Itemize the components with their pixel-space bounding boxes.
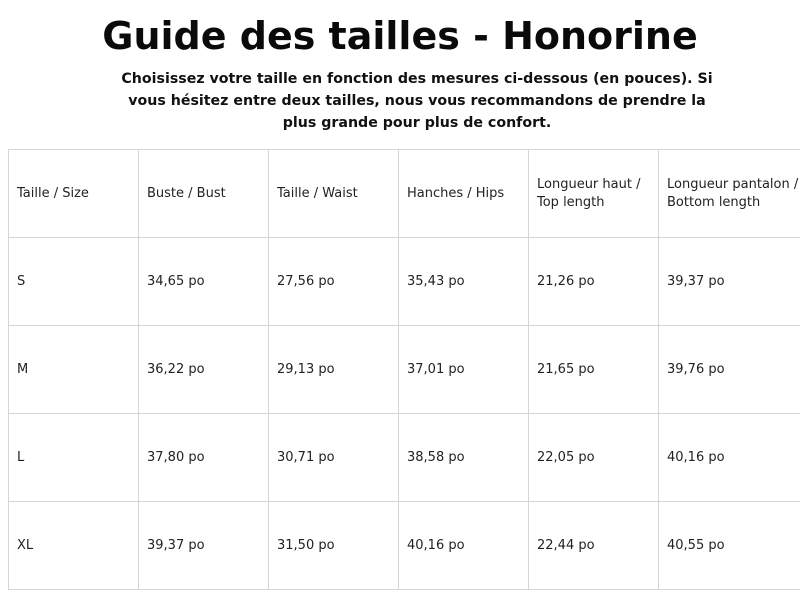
table-row xyxy=(9,326,800,414)
cell-hips: 40,16 po xyxy=(399,502,529,590)
table-header-row xyxy=(9,150,800,238)
cell-size: XL xyxy=(9,502,139,590)
cell-top-length: 22,05 po xyxy=(529,414,659,502)
cell-hips: 38,58 po xyxy=(399,414,529,502)
cell-bottom-length: 39,76 po xyxy=(659,326,800,414)
header-cell-top-length: Longueur haut / Top length xyxy=(529,150,659,238)
size-table xyxy=(8,149,800,590)
cell-waist: 29,13 po xyxy=(269,326,399,414)
cell-bust: 39,37 po xyxy=(139,502,269,590)
page-title: Guide des tailles - Honorine xyxy=(102,14,698,58)
cell-waist: 27,56 po xyxy=(269,238,399,326)
cell-waist: 30,71 po xyxy=(269,414,399,502)
cell-hips: 35,43 po xyxy=(399,238,529,326)
cell-top-length: 21,26 po xyxy=(529,238,659,326)
cell-bust: 37,80 po xyxy=(139,414,269,502)
cell-bust: 34,65 po xyxy=(139,238,269,326)
cell-size: S xyxy=(9,238,139,326)
cell-bottom-length: 40,16 po xyxy=(659,414,800,502)
cell-size: M xyxy=(9,326,139,414)
cell-hips: 37,01 po xyxy=(399,326,529,414)
cell-waist: 31,50 po xyxy=(269,502,399,590)
cell-top-length: 21,65 po xyxy=(529,326,659,414)
table-row xyxy=(9,414,800,502)
header-cell-bottom-length: Longueur pantalon / Bottom length xyxy=(659,150,800,238)
cell-bottom-length: 40,55 po xyxy=(659,502,800,590)
header-cell-bust: Buste / Bust xyxy=(139,150,269,238)
table-row xyxy=(9,238,800,326)
intro-text: Choisissez votre taille en fonction des mesures ci-dessous (en pouces). Si vous hésitez entre deux tailles, nous vous recommandons de prendre la plus grande pour plus de confort. xyxy=(121,71,713,131)
cell-top-length: 22,44 po xyxy=(529,502,659,590)
header-cell-size: Taille / Size xyxy=(9,150,139,238)
cell-bottom-length: 39,37 po xyxy=(659,238,800,326)
cell-size: L xyxy=(9,414,139,502)
cell-bust: 36,22 po xyxy=(139,326,269,414)
header-cell-hips: Hanches / Hips xyxy=(399,150,529,238)
table-row xyxy=(9,502,800,590)
header-cell-waist: Taille / Waist xyxy=(269,150,399,238)
